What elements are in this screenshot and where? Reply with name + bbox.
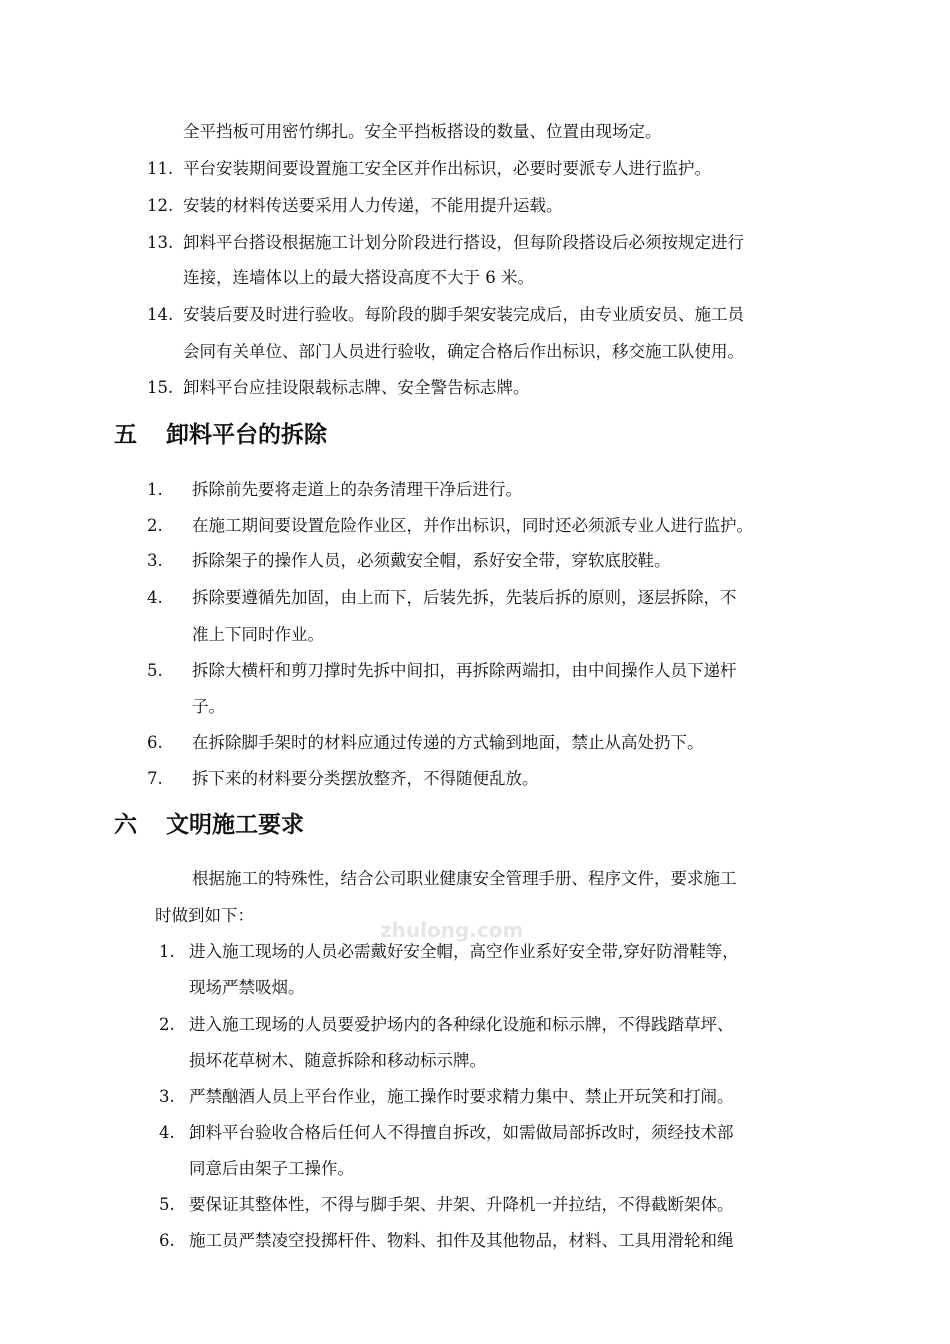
section-heading bbox=[114, 420, 327, 450]
list-item-number: 3. bbox=[159, 1087, 175, 1106]
list-item-text: 卸料平台验收合格后任何人不得擅自拆改，如需做局部拆改时，须经技术部 bbox=[189, 1123, 734, 1142]
list-item-number: 4. bbox=[147, 588, 163, 607]
list-item-text: 连接，连墙体以上的最大搭设高度不大于 6 米。 bbox=[183, 268, 534, 287]
list-item-number: 14. bbox=[147, 305, 174, 324]
section-number: 五 bbox=[114, 422, 137, 448]
list-item-text: 同意后由架子工操作。 bbox=[189, 1159, 354, 1178]
list-item-text: 平台安装期间要设置施工安全区并作出标识，必要时要派专人进行监护。 bbox=[183, 159, 711, 178]
list-item-text: 拆除前先要将走道上的杂务清理干净后进行。 bbox=[192, 480, 522, 499]
list-item-text: 拆除要遵循先加固，由上而下，后装先拆，先装后拆的原则，逐层拆除，不 bbox=[192, 588, 737, 607]
watermark: zhulong.com bbox=[380, 918, 524, 942]
list-item-number: 1. bbox=[159, 942, 175, 961]
list-item-text: 准上下同时作业。 bbox=[192, 625, 324, 644]
list-item-text: 要保证其整体性，不得与脚手架、井架、升降机一并拉结，不得截断架体。 bbox=[189, 1195, 734, 1214]
list-item-text: 进入施工现场的人员必需戴好安全帽，高空作业系好安全带,穿好防滑鞋等， bbox=[189, 942, 739, 961]
list-item-number: 1. bbox=[147, 480, 163, 499]
section-number: 六 bbox=[114, 812, 137, 838]
list-item-text: 严禁酗酒人员上平台作业，施工操作时要求精力集中、禁止开玩笑和打闹。 bbox=[189, 1087, 734, 1106]
list-item-number: 4. bbox=[159, 1123, 175, 1142]
list-item-number: 6. bbox=[159, 1231, 175, 1250]
list-item-text: 卸料平台搭设根据施工计划分阶段进行搭设，但每阶段搭设后必须按规定进行 bbox=[183, 233, 744, 252]
list-item-text: 在拆除脚手架时的材料应通过传递的方式输到地面，禁止从高处扔下。 bbox=[192, 733, 704, 752]
intro-paragraph-line: 时做到如下： bbox=[155, 906, 254, 925]
intro-paragraph-line: 根据施工的特殊性，结合公司职业健康安全管理手册、程序文件，要求施工 bbox=[192, 869, 737, 888]
list-item-number: 15. bbox=[147, 378, 174, 397]
list-item-number: 6. bbox=[147, 733, 163, 752]
list-item-text: 拆除大横杆和剪刀撑时先拆中间扣，再拆除两端扣，由中间操作人员下递杆 bbox=[192, 661, 737, 680]
section-heading bbox=[114, 810, 304, 840]
list-item-number: 5. bbox=[147, 661, 163, 680]
list-item-text: 安装的材料传送要采用人力传递，不能用提升运载。 bbox=[183, 196, 563, 215]
list-item-text: 子。 bbox=[192, 697, 225, 716]
list-item-text: 施工员严禁凌空投掷杆件、物料、扣件及其他物品，材料、工具用滑轮和绳 bbox=[189, 1231, 734, 1250]
list-item-text: 拆下来的材料要分类摆放整齐，不得随便乱放。 bbox=[192, 769, 539, 788]
list-item-number: 5. bbox=[159, 1195, 175, 1214]
list-item-text: 进入施工现场的人员要爱护场内的各种绿化设施和标示牌，不得践踏草坪、 bbox=[189, 1015, 734, 1034]
list-item-text: 拆除架子的操作人员，必须戴安全帽，系好安全带，穿软底胶鞋。 bbox=[192, 551, 671, 570]
list-item-text: 卸料平台应挂设限载标志牌、安全警告标志牌。 bbox=[183, 378, 530, 397]
list-item-number: 11. bbox=[147, 159, 174, 178]
list-item-text: 会同有关单位、部门人员进行验收，确定合格后作出标识，移交施工队使用。 bbox=[183, 342, 744, 361]
list-item-number: 13. bbox=[147, 233, 174, 252]
list-item-text: 在施工期间要设置危险作业区，并作出标识，同时还必须派专业人进行监护。 bbox=[192, 516, 753, 535]
list-item-text: 安装后要及时进行验收。每阶段的脚手架安装完成后，由专业质安员、施工员 bbox=[183, 305, 744, 324]
section-title: 文明施工要求 bbox=[166, 812, 304, 838]
list-item-text: 损坏花草树木、随意拆除和移动标示牌。 bbox=[189, 1051, 486, 1070]
list-item-text: 现场严禁吸烟。 bbox=[189, 978, 305, 997]
section-title: 卸料平台的拆除 bbox=[166, 422, 327, 448]
list-item-number: 2. bbox=[147, 516, 163, 535]
list-item-number: 2. bbox=[159, 1015, 175, 1034]
list-item-number: 3. bbox=[147, 551, 163, 570]
continuation-line: 全平挡板可用密竹绑扎。安全平挡板搭设的数量、位置由现场定。 bbox=[183, 122, 662, 141]
list-item-number: 7. bbox=[147, 769, 163, 788]
list-item-number: 12. bbox=[147, 196, 174, 215]
